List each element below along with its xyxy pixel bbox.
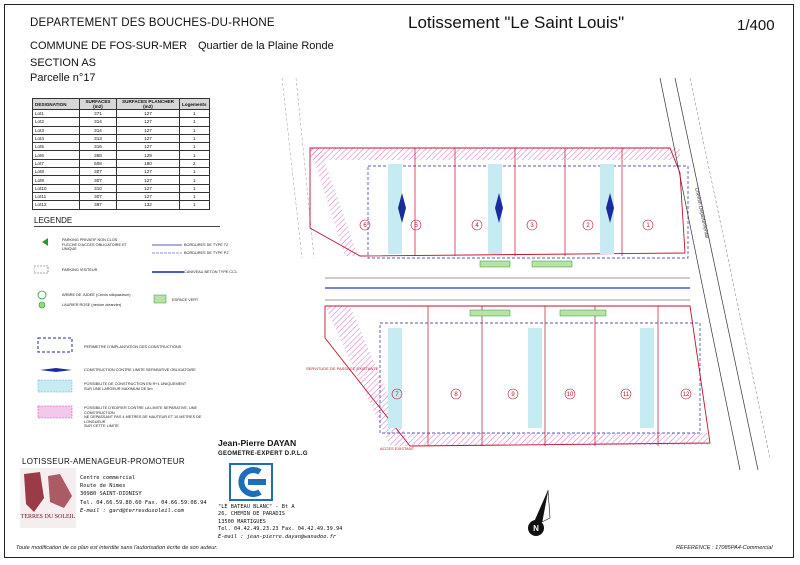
lot-number-10: 10: [566, 392, 574, 398]
promoter-line-5: E-mail : gard@terresdusoleil.com: [80, 507, 184, 514]
lot-number-3: 3: [530, 223, 534, 229]
legend-symbols: [34, 230, 224, 430]
promoter-line-1: Centre commercial: [80, 475, 136, 481]
lots-header-cell: SURFACES PLANCHER (m2): [117, 99, 180, 110]
lots-cell: 1: [180, 168, 210, 176]
table-row: [33, 143, 210, 151]
lots-cell: Lot4: [33, 134, 80, 142]
legend-item-r1: POSSIBILITE DE CONSTRUCTION EN R+1 UNIQUEMENT SUR UNE LARGEUR MAXIMUM DE 5m: [84, 382, 187, 391]
legend-item-laurier: LAURIER ROSE (nerium oleander): [62, 303, 122, 307]
green-space-1: [480, 261, 510, 267]
reference-label: REFERENCE : 17085PA4-Commercial: [676, 545, 773, 551]
lots-cell: 1: [180, 176, 210, 184]
legend-item-hatch: POSSIBILITE D'EDIFIER CONTRE LA LIMITE SEPARATIVE, UNE CONSTRUCTION NE DEPASSANT PAS 4 METRES DE HAUTEUR ET 10 METRES DE LONGUEUR SUR CETTE LIMITE: [84, 406, 202, 429]
top-hatch-strip: [310, 148, 680, 160]
cyan-zone-4: [388, 328, 402, 428]
lots-cell: 127: [117, 192, 180, 200]
department-label: DEPARTEMENT DES BOUCHES-DU-RHONE: [30, 17, 275, 29]
lot-number-8: 8: [454, 392, 458, 398]
arbre-judee-icon: [38, 291, 46, 299]
lots-cell: Lot11: [33, 192, 80, 200]
espace-vert-icon: [154, 295, 166, 303]
lots-cell: 1: [180, 143, 210, 151]
lots-header-cell: Logements: [180, 99, 210, 110]
lots-cell: 371: [80, 110, 117, 118]
site-plan: [270, 78, 770, 470]
table-row: [33, 159, 210, 167]
svg-text:TERRES DU SOLEIL: TERRES DU SOLEIL: [20, 514, 76, 520]
lots-cell: 1: [180, 118, 210, 126]
commune-label: COMMUNE DE FOS-SUR-MER: [30, 40, 188, 52]
promoter-line-4: Tel. 04.66.59.80.60 Fax. 04.66.59.08.94: [80, 499, 207, 506]
servitude-label: SERVITUDE DE PASSAGE EXISTANTE: [306, 366, 379, 371]
lots-cell: 127: [117, 126, 180, 134]
lot-number-5: 5: [414, 223, 418, 229]
geometre-line-3: 13500 MARTIGUES: [218, 518, 266, 525]
lots-cell: 127: [117, 118, 180, 126]
lots-cell: 307: [80, 176, 117, 184]
legend-item-parking-visiteur: PARKING VISITEUR: [62, 268, 98, 272]
lot-number-2: 2: [586, 223, 590, 229]
legend-item-bordure-p2: BORDURES DE TYPE P2: [184, 251, 229, 255]
road-edge-3: [690, 78, 770, 458]
table-row: [33, 168, 210, 176]
road-label: Chemin Departemental: [693, 187, 710, 239]
lots-header-cell: SURFACES (m2): [80, 99, 117, 110]
construction-limite-icon: [40, 368, 72, 372]
legend-item-parking: PARKING PRIVATIF NON CLOS FLECHE D'ACCES OBLIGATOIRE ET UNIQUE: [62, 238, 127, 252]
table-row: [33, 134, 210, 142]
geometre-name: Jean-Pierre DAYAN: [218, 438, 297, 448]
laurier-rose-icon: [39, 302, 45, 308]
table-row: [33, 176, 210, 184]
lots-cell: 127: [117, 110, 180, 118]
promoter-info: [80, 474, 207, 515]
lots-cell: Lot7: [33, 159, 80, 167]
table-row: [33, 118, 210, 126]
geometre-line-5: E-mail : jean-pierre.dayan@wanadoo.fr: [218, 533, 336, 540]
lots-cell: 2: [180, 159, 210, 167]
parking-arrow-icon: [42, 238, 48, 246]
legend-divider: [34, 226, 220, 227]
lots-cell: 1: [180, 126, 210, 134]
green-space-2: [532, 261, 572, 267]
lots-cell: 314: [80, 126, 117, 134]
cyan-zone-5: [528, 328, 542, 428]
lots-cell: 127: [117, 143, 180, 151]
table-row: [33, 192, 210, 200]
legend-item-perimetre: PERIMETRE D'IMPLANTATION DES CONSTRUCTIONS: [84, 345, 182, 349]
promoter-line-2: Route de Nimes: [80, 483, 126, 490]
top-perimeter: [368, 166, 688, 258]
lots-table-header: [33, 99, 210, 110]
lots-cell: 307: [80, 168, 117, 176]
lots-cell: 316: [80, 143, 117, 151]
green-space-3: [470, 310, 510, 316]
north-arrow-icon: [512, 488, 552, 540]
lots-cell: 508: [80, 159, 117, 167]
lots-cell: Lot3: [33, 126, 80, 134]
lots-cell: 1: [180, 110, 210, 118]
table-row: [33, 110, 210, 118]
legend-item-caniveau: CANIVEAU BETON TYPE CC1: [184, 270, 238, 274]
top-left-hatch: [310, 148, 358, 256]
lots-cell: 1: [180, 201, 210, 209]
lots-cell: 127: [117, 184, 180, 192]
lots-cell: 387: [80, 201, 117, 209]
lot-number-4: 4: [475, 223, 479, 229]
promoter-title: LOTISSEUR-AMENAGEUR-PROMOTEUR: [22, 457, 185, 466]
lots-cell: 127: [117, 168, 180, 176]
plan-title: Lotissement "Le Saint Louis": [408, 13, 625, 32]
lots-cell: 314: [80, 118, 117, 126]
promoter-logo: [20, 468, 76, 528]
lots-cell: Lot5: [33, 143, 80, 151]
lots-cell: Lot10: [33, 184, 80, 192]
table-row: [33, 126, 210, 134]
lots-cell: 180: [117, 159, 180, 167]
left-boundary-2: [296, 78, 314, 258]
table-row: [33, 201, 210, 209]
lots-cell: Lot8: [33, 168, 80, 176]
legend-item-bordure-t2: BORDURES DE TYPE T2: [184, 243, 229, 247]
table-row: [33, 184, 210, 192]
promoter-line-3: 30980 SAINT-DIONISY: [80, 491, 142, 498]
lots-cell: Lot9: [33, 176, 80, 184]
lot-number-7: 7: [395, 392, 399, 398]
geometre-line-4: Tel. 04.42.49.23.23 Fax. 04.42.49.39.94: [218, 526, 343, 533]
lots-cell: Lot2: [33, 118, 80, 126]
road-edge-2: [675, 78, 758, 470]
left-boundary-1: [282, 78, 302, 258]
lot-number-1: 1: [646, 223, 650, 229]
parking-visiteur-icon: [34, 266, 48, 273]
legend-item-espace-vert: ESPACE VERT: [172, 298, 199, 302]
geometre-line-1: "LE BATEAU BLANC" - Bt A: [218, 504, 295, 510]
lots-cell: 127: [117, 176, 180, 184]
plan-scale: 1/400: [737, 17, 775, 34]
lots-cell: 127: [117, 134, 180, 142]
lot-number-9: 9: [511, 392, 515, 398]
lots-cell: 129: [117, 151, 180, 159]
lots-cell: 132: [117, 201, 180, 209]
perimetre-icon: [38, 338, 72, 352]
zone-hatch-icon: [38, 406, 72, 418]
geometre-logo: [228, 462, 274, 502]
road-edge-1: [660, 78, 740, 470]
lots-cell: Lot12: [33, 201, 80, 209]
legend-title: LEGENDE: [34, 216, 73, 225]
lots-cell: 313: [80, 134, 117, 142]
geometre-line-2: 26, CHEMIN DE PARADIS: [218, 511, 285, 518]
green-space-4: [560, 310, 606, 316]
legend-item-construction: CONSTRUCTION CONTRE LIMITE SEPARATIVE OBLIGATOIRE: [84, 368, 196, 372]
lot-number-11: 11: [622, 392, 630, 398]
table-row: [33, 151, 210, 159]
lots-cell: 1: [180, 134, 210, 142]
lots-cell: 307: [80, 192, 117, 200]
cyan-zone-6: [640, 328, 654, 428]
acces-label: ACCES EXISTANT: [380, 446, 415, 451]
footer-notice: Toute modification de ce plan est interdite sans l'autorisation écrite de son auteur.: [16, 545, 218, 551]
lots-cell: Lot6: [33, 151, 80, 159]
svg-text:N: N: [533, 524, 539, 533]
lots-table: [32, 98, 210, 210]
lot-number-6: 6: [363, 223, 367, 229]
lots-header-cell: DESIGNATION: [33, 99, 80, 110]
lots-cell: 1: [180, 192, 210, 200]
lots-cell: 1: [180, 151, 210, 159]
lots-cell: 310: [80, 184, 117, 192]
section-label: SECTION AS: [30, 57, 97, 69]
lots-cell: Lot1: [33, 110, 80, 118]
lots-cell: 1: [180, 184, 210, 192]
lots-cell: 368: [80, 151, 117, 159]
quartier-label: Quartier de la Plaine Ronde: [198, 40, 334, 52]
legend-item-arbre: ARBRE DE JUDEE (Cercis siliquastrum): [62, 293, 131, 297]
parcelle-label: Parcelle n°17: [30, 72, 96, 84]
geometre-title: GEOMETRE-EXPERT D.P.L.G: [218, 451, 308, 457]
zone-r1-icon: [38, 380, 72, 392]
geometre-info: [218, 504, 342, 541]
bottom-hatch-strip: [408, 433, 708, 445]
lot-number-12: 12: [682, 392, 690, 398]
